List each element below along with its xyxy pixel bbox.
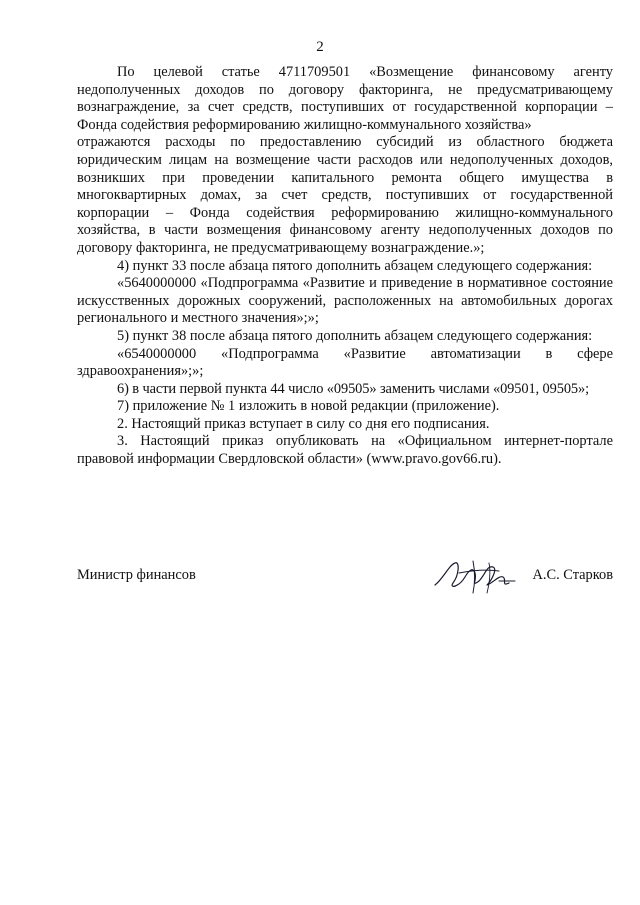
paragraph: «5640000000 «Подпрограмма «Развитие и приведение в нормативное состояние искусственных дорожных сооружений, расположенных на автомобильных дорогах регионального и местного значения»;»; bbox=[77, 275, 613, 327]
paragraph: По целевой статье 4711709501 «Возмещение финансовому агенту недополученных доходов по договору факторинга, не предусматривающему вознаграждение, за счет средств, поступивших от государственной корпорации – Фонда содействия реформированию жилищно-коммунального хозяйства» bbox=[77, 64, 613, 133]
paragraph: 2. Настоящий приказ вступает в силу со дня его подписания. bbox=[117, 415, 490, 432]
paragraph: 6) в части первой пункта 44 число «09505» заменить числами «09501, 09505»; bbox=[117, 380, 590, 397]
signer-title: Министр финансов bbox=[77, 567, 196, 583]
paragraph: 4) пункт 33 после абзаца пятого дополнить абзацем следующего содержания: bbox=[117, 257, 593, 274]
signer-name: А.С. Старков bbox=[532, 567, 613, 583]
document-body bbox=[77, 64, 613, 469]
paragraph: 5) пункт 38 после абзаца пятого дополнить абзацем следующего содержания: bbox=[117, 327, 593, 344]
handwritten-signature bbox=[429, 553, 519, 597]
paragraph: 3. Настоящий приказ опубликовать на «Официальном интернет-портале правовой информации Свердловской области» (www.pravo.gov66.ru). bbox=[77, 433, 613, 468]
paragraph: 7) приложение № 1 изложить в новой редакции (приложение). bbox=[117, 398, 500, 415]
signature-block bbox=[77, 553, 613, 603]
paragraph: отражаются расходы по предоставлению субсидий из областного бюджета юридическим лицам на возмещение части расходов или недополученных доходов, возникших при проведении капитального ремонта общего имущества в многоквартирных домах, за счет средств, поступивших от государственной корпорации – Фонда содействия реформированию жилищно-коммунального хозяйства, в части возмещения финансовому агенту недополученных доходов по договору факторинга, не предусматривающему вознаграждение.»; bbox=[77, 134, 613, 256]
paragraph: «6540000000 «Подпрограмма «Развитие автоматизации в сфере здравоохранения»;»; bbox=[77, 345, 613, 380]
page-number: 2 bbox=[316, 39, 324, 55]
